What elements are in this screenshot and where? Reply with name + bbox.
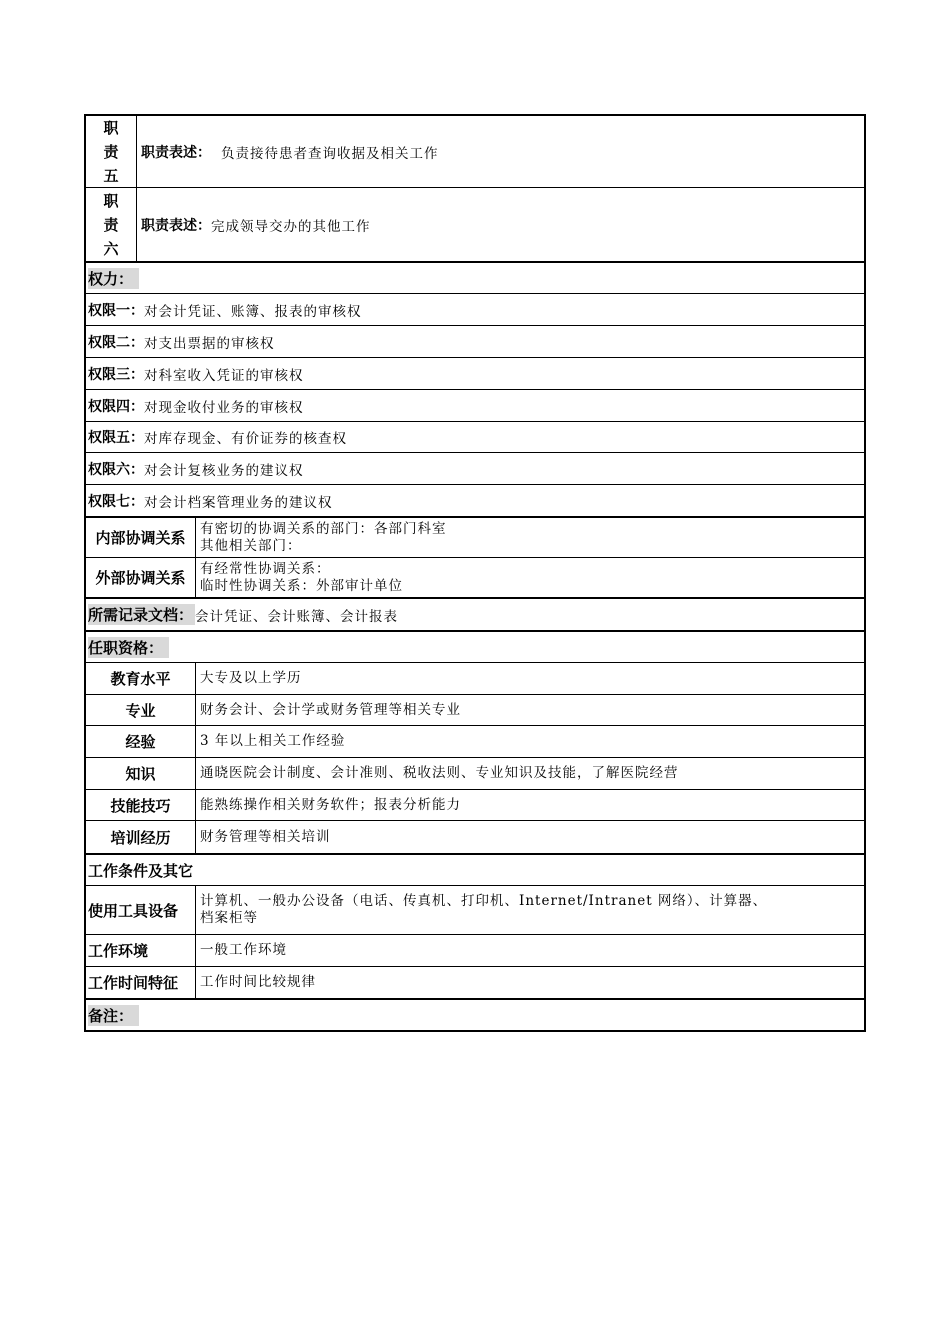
duty-label: 职 责 六	[86, 188, 137, 261]
qualification-row: 专业 财务会计、会计学或财务管理等相关专业	[86, 695, 864, 726]
duty-row	[86, 188, 864, 261]
external-relations-label: 外部协调关系	[86, 558, 196, 597]
conditions-section	[84, 853, 866, 998]
records-row: 所需记录文档： 会计凭证、会计账簿、会计报表	[88, 606, 399, 625]
internal-relations-label: 内部协调关系	[86, 518, 196, 557]
qualification-row: 技能技巧 能熟练操作相关财务软件；报表分析能力	[86, 790, 864, 821]
records-section	[84, 597, 866, 630]
duty-label: 职 责 五	[86, 116, 137, 187]
authority-item: 权限四： 对现金收付业务的审核权	[86, 390, 864, 422]
qualification-row: 经验 3 年以上相关工作经验	[86, 726, 864, 758]
internal-relations-row	[86, 518, 864, 558]
duties-section	[84, 114, 866, 261]
qualification-row: 知识 通晓医院会计制度、会计准则、税收法则、专业知识及技能，了解医院经营	[86, 758, 864, 790]
qualifications-header: 任职资格：	[86, 632, 864, 663]
remarks-section	[84, 998, 866, 1032]
authority-item: 权限二： 对支出票据的审核权	[86, 326, 864, 358]
authority-header: 权力：	[86, 263, 864, 294]
qualifications-section	[84, 630, 866, 853]
condition-row: 工作时间特征 工作时间比较规律	[86, 967, 864, 998]
condition-row: 使用工具设备 计算机、一般办公设备（电话、传真机、打印机、Internet/Intranet 网络）、计算器、 档案柜等	[86, 886, 864, 935]
duty-row	[86, 116, 864, 188]
job-description-sheet	[84, 114, 866, 1032]
condition-row: 工作环境 一般工作环境	[86, 935, 864, 967]
conditions-header: 工作条件及其它	[86, 855, 864, 886]
duty-description: 职责表述： 负责接待患者查询收据及相关工作	[141, 144, 439, 162]
authority-item: 权限七： 对会计档案管理业务的建议权	[88, 493, 333, 511]
qualification-row: 培训经历 财务管理等相关培训	[86, 821, 864, 853]
authority-section	[84, 261, 866, 516]
duty-description: 职责表述： 完成领导交办的其他工作	[141, 217, 371, 235]
remarks-row: 备注：	[86, 1000, 864, 1030]
external-relations-row	[86, 558, 864, 597]
authority-item: 权限五： 对库存现金、有价证券的核查权	[86, 422, 864, 453]
external-relations-value: 有经常性协调关系： 临时性协调关系：外部审计单位	[200, 560, 403, 594]
authority-item: 权限六： 对会计复核业务的建议权	[86, 453, 864, 485]
internal-relations-value: 有密切的协调关系的部门：各部门科室 其他相关部门：	[200, 520, 447, 554]
relations-section	[84, 516, 866, 597]
qualification-row: 教育水平 大专及以上学历	[86, 663, 864, 695]
authority-item: 权限三： 对科室收入凭证的审核权	[86, 358, 864, 390]
authority-item: 权限一： 对会计凭证、账簿、报表的审核权	[86, 294, 864, 326]
